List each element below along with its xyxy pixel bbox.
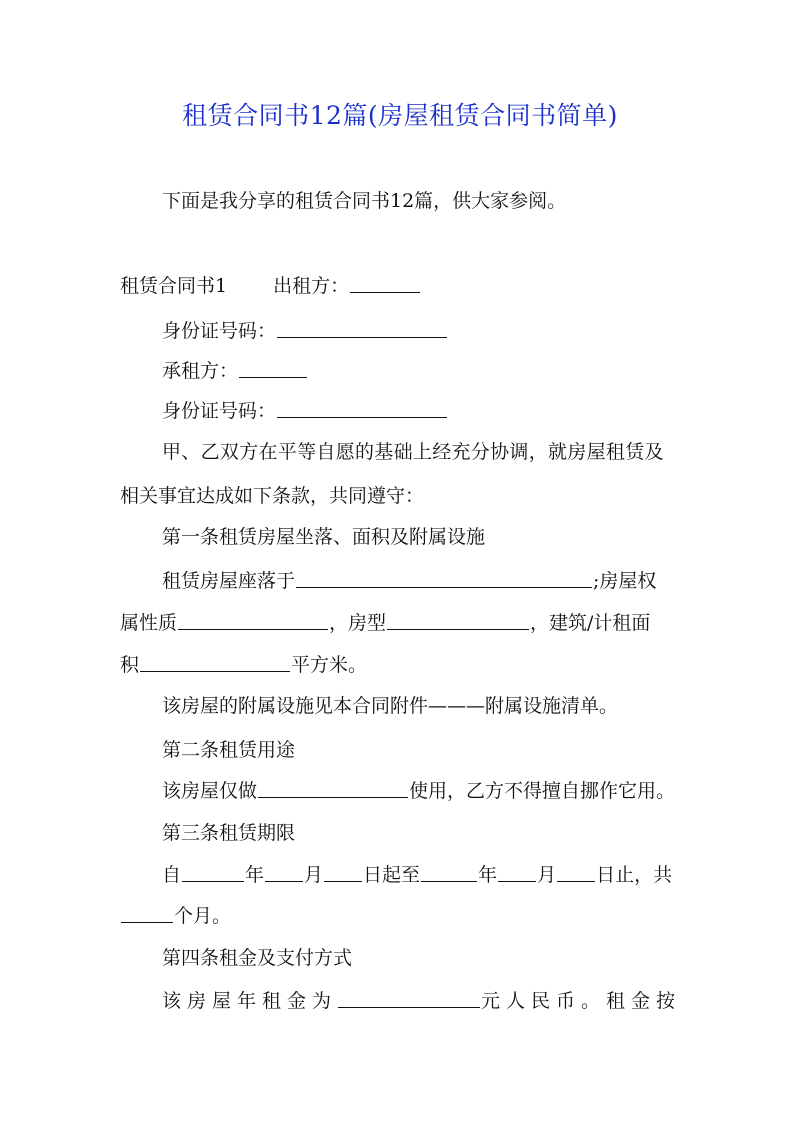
article-1-title: 第一条租赁房屋坐落、面积及附属设施 [162,526,486,548]
intro-paragraph: 下面是我分享的租赁合同书12篇，供大家参阅。 [162,190,567,212]
article-2-title: 第二条租赁用途 [162,739,296,761]
term-year-2: 年 [478,864,498,886]
lessee-label: 承租方： [162,360,239,382]
id-label: 身份证号码： [162,320,277,342]
agreement-line-1: 甲、乙双方在平等自愿的基础上经充分协调，就房屋租赁及 [162,441,664,463]
article-1-location-line [162,572,656,591]
usage-label: 该房屋仅做 [162,780,258,802]
agreement-line-2: 相关事宜达成如下条款，共同遵守： [120,485,425,507]
term-month-2: 月 [537,864,557,886]
term-months: 个月。 [174,905,232,927]
id-blank [277,416,447,418]
ownership-label: ;房屋权 [593,570,657,592]
article-3-months-line [120,907,231,926]
area-label-end: 积 [120,654,140,676]
end-year-blank [421,880,477,882]
article-4-title: 第四条租金及支付方式 [162,947,353,969]
usage-blank [258,796,408,798]
area-unit: 平方米。 [291,654,368,676]
start-month-blank [265,880,303,882]
start-year-blank [182,880,244,882]
term-year: 年 [245,864,265,886]
usage-restriction: 使用，乙方不得擅自挪作它用。 [409,780,676,802]
term-end: 日止，共 [596,864,673,886]
rent-blank [338,1006,480,1008]
article-3-title: 第三条租赁期限 [162,822,296,844]
article-1-area-line [120,656,367,675]
term-month: 月 [304,864,324,886]
rent-currency: 元人民币。租金按 [481,990,682,1012]
term-from: 自 [162,864,182,886]
article-2-usage-line [162,782,675,801]
page-title: 租赁合同书12篇(房屋租赁合同书简单) [182,101,618,130]
lessee-id-line [162,402,448,421]
area-label: ，建筑/计租面 [530,612,651,634]
facilities-paragraph: 该房屋的附属设施见本合同附件———附属设施清单。 [162,695,619,717]
property-nature-label: 属性质 [120,612,178,634]
lessor-label: 出租方： [273,275,350,297]
term-day-to: 日起至 [363,864,421,886]
lessee-line [162,362,308,381]
end-day-blank [557,880,595,882]
lessor-id-line [162,322,448,341]
room-type-label: ，房型 [329,612,387,634]
id-blank [277,336,447,338]
location-blank [296,586,592,588]
room-type-blank [387,628,529,630]
contract-heading: 租赁合同书1 [120,275,228,297]
property-nature-blank [178,628,328,630]
article-4-rent-line [162,992,681,1011]
start-day-blank [324,880,362,882]
contract-heading-line [120,277,421,296]
end-month-blank [498,880,536,882]
lessee-blank [239,376,307,378]
months-blank [121,921,173,923]
rent-label: 该房屋年租金为 [162,990,338,1012]
lessor-blank [350,291,420,293]
id-label: 身份证号码： [162,400,277,422]
article-3-term-line [162,866,672,885]
article-1-type-line [120,614,650,633]
location-label: 租赁房屋座落于 [162,570,296,592]
area-blank [140,670,290,672]
